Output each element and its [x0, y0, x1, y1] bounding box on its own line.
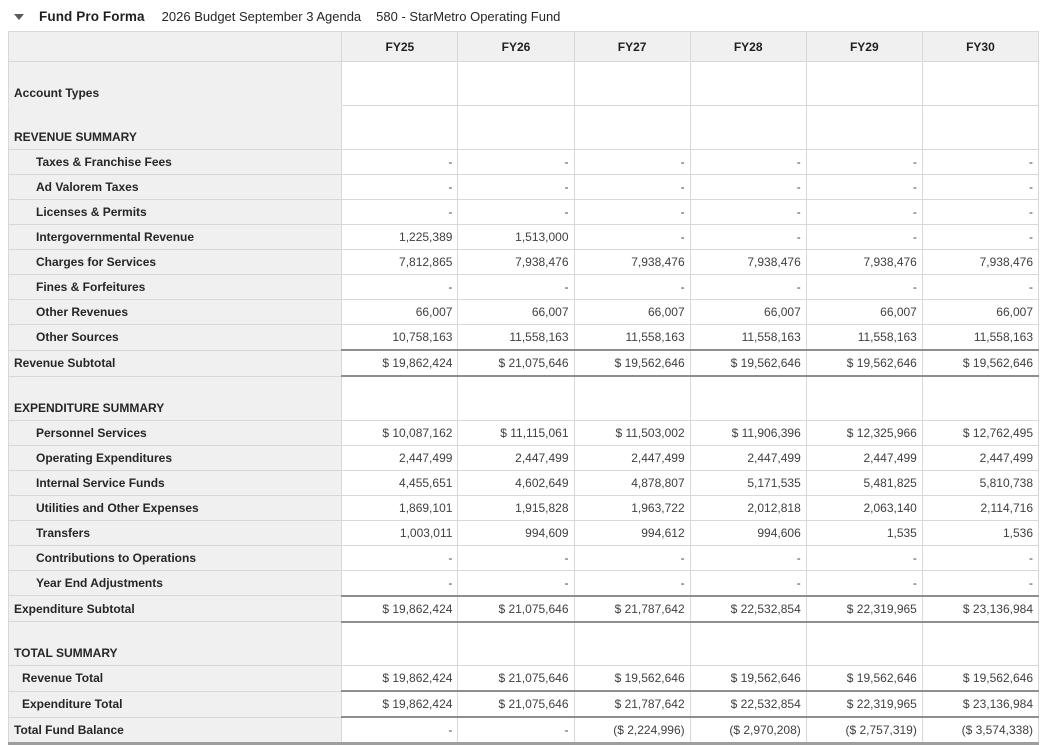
cell-value: 11,558,163 — [922, 325, 1038, 351]
row-label: Revenue Subtotal — [9, 350, 342, 376]
cell-value: - — [922, 545, 1038, 570]
column-header-fy27: FY27 — [574, 32, 690, 62]
cell-value: $ 21,075,646 — [458, 666, 574, 692]
table-row — [9, 420, 1039, 445]
cell-value: - — [806, 570, 922, 596]
cell-value: - — [458, 200, 574, 225]
cell-value: 994,606 — [690, 520, 806, 545]
cell-value: $ 19,862,424 — [342, 691, 458, 717]
table-row — [9, 545, 1039, 570]
cell-value: 5,810,738 — [922, 470, 1038, 495]
cell-value: - — [690, 150, 806, 175]
cell-value: - — [458, 175, 574, 200]
page-title: Fund Pro Forma — [39, 9, 145, 24]
cell-value: ($ 2,757,319) — [806, 717, 922, 744]
row-label: Contributions to Operations — [9, 545, 342, 570]
cell-value: 4,602,649 — [458, 470, 574, 495]
row-label: Other Revenues — [9, 300, 342, 325]
cell-value: 2,447,499 — [690, 445, 806, 470]
row-label: Intergovernmental Revenue — [9, 225, 342, 250]
cell-value: 994,609 — [458, 520, 574, 545]
table-row — [9, 376, 1039, 420]
cell-value: $ 21,787,642 — [574, 691, 690, 717]
cell-value: - — [922, 150, 1038, 175]
table-row — [9, 62, 1039, 106]
column-header-fy25: FY25 — [342, 32, 458, 62]
cell-value: - — [574, 225, 690, 250]
row-label: Ad Valorem Taxes — [9, 175, 342, 200]
row-label: TOTAL SUMMARY — [9, 622, 342, 666]
table-row — [9, 570, 1039, 596]
pro-forma-table-body — [9, 62, 1039, 744]
cell-value: 2,447,499 — [922, 445, 1038, 470]
cell-value: - — [458, 545, 574, 570]
cell-value — [806, 376, 922, 420]
fund-pro-forma-table — [8, 31, 1039, 745]
cell-value: - — [922, 175, 1038, 200]
cell-value: - — [690, 175, 806, 200]
collapse-caret-icon[interactable] — [14, 14, 24, 20]
table-row — [9, 175, 1039, 200]
cell-value: 4,455,651 — [342, 470, 458, 495]
cell-value — [458, 622, 574, 666]
cell-value: 7,938,476 — [806, 250, 922, 275]
cell-value: 2,114,716 — [922, 495, 1038, 520]
table-row — [9, 622, 1039, 666]
cell-value: - — [342, 175, 458, 200]
cell-value: - — [806, 150, 922, 175]
cell-value: $ 22,319,965 — [806, 596, 922, 622]
cell-value: - — [922, 200, 1038, 225]
cell-value: 66,007 — [458, 300, 574, 325]
cell-value: 4,878,807 — [574, 470, 690, 495]
table-row — [9, 470, 1039, 495]
cell-value: - — [342, 275, 458, 300]
cell-value: $ 21,075,646 — [458, 350, 574, 376]
cell-value: - — [922, 225, 1038, 250]
cell-value: 2,447,499 — [458, 445, 574, 470]
table-row — [9, 691, 1039, 717]
row-label: REVENUE SUMMARY — [9, 106, 342, 150]
cell-value: ($ 3,574,338) — [922, 717, 1038, 744]
cell-value: 5,481,825 — [806, 470, 922, 495]
cell-value: $ 19,562,646 — [806, 666, 922, 692]
cell-value: - — [458, 150, 574, 175]
cell-value: 66,007 — [574, 300, 690, 325]
table-row — [9, 495, 1039, 520]
cell-value: $ 19,562,646 — [690, 666, 806, 692]
cell-value: 11,558,163 — [690, 325, 806, 351]
cell-value: - — [574, 150, 690, 175]
cell-value — [922, 62, 1038, 106]
cell-value: 994,612 — [574, 520, 690, 545]
cell-value: $ 22,532,854 — [690, 691, 806, 717]
cell-value — [922, 622, 1038, 666]
row-label: Revenue Total — [9, 666, 342, 692]
cell-value — [922, 376, 1038, 420]
cell-value — [458, 62, 574, 106]
row-label-column-header — [9, 32, 342, 62]
fund-name: 580 - StarMetro Operating Fund — [376, 9, 561, 24]
cell-value: - — [806, 225, 922, 250]
row-label: Year End Adjustments — [9, 570, 342, 596]
row-label: Operating Expenditures — [9, 445, 342, 470]
row-label: Transfers — [9, 520, 342, 545]
cell-value: - — [690, 570, 806, 596]
cell-value: 1,536 — [922, 520, 1038, 545]
cell-value: 1,003,011 — [342, 520, 458, 545]
cell-value: $ 21,787,642 — [574, 596, 690, 622]
cell-value: - — [574, 175, 690, 200]
cell-value: 1,225,389 — [342, 225, 458, 250]
cell-value: - — [806, 175, 922, 200]
cell-value: 2,447,499 — [574, 445, 690, 470]
row-label: Other Sources — [9, 325, 342, 351]
cell-value: 11,558,163 — [574, 325, 690, 351]
cell-value: - — [458, 717, 574, 744]
table-row — [9, 325, 1039, 351]
budget-name: 2026 Budget September 3 Agenda — [161, 9, 362, 24]
cell-value: - — [342, 717, 458, 744]
cell-value: 66,007 — [342, 300, 458, 325]
cell-value: 7,938,476 — [922, 250, 1038, 275]
table-row — [9, 225, 1039, 250]
cell-value: 7,938,476 — [690, 250, 806, 275]
cell-value — [922, 106, 1038, 150]
cell-value: $ 19,862,424 — [342, 666, 458, 692]
table-row — [9, 520, 1039, 545]
cell-value — [806, 62, 922, 106]
cell-value — [690, 376, 806, 420]
cell-value: 2,012,818 — [690, 495, 806, 520]
cell-value: $ 19,862,424 — [342, 350, 458, 376]
row-label: Total Fund Balance — [9, 717, 342, 744]
cell-value: $ 22,532,854 — [690, 596, 806, 622]
cell-value: $ 19,562,646 — [922, 350, 1038, 376]
cell-value: 66,007 — [690, 300, 806, 325]
cell-value: 1,963,722 — [574, 495, 690, 520]
cell-value: - — [574, 200, 690, 225]
cell-value — [806, 106, 922, 150]
column-header-fy26: FY26 — [458, 32, 574, 62]
table-row — [9, 150, 1039, 175]
cell-value: 1,869,101 — [342, 495, 458, 520]
cell-value — [458, 106, 574, 150]
cell-value — [574, 622, 690, 666]
cell-value: $ 19,562,646 — [574, 666, 690, 692]
cell-value — [574, 106, 690, 150]
cell-value: 2,447,499 — [342, 445, 458, 470]
cell-value: $ 19,562,646 — [806, 350, 922, 376]
cell-value — [574, 62, 690, 106]
cell-value: 2,063,140 — [806, 495, 922, 520]
cell-value: - — [342, 570, 458, 596]
cell-value: ($ 2,970,208) — [690, 717, 806, 744]
cell-value: - — [458, 570, 574, 596]
cell-value: - — [574, 570, 690, 596]
cell-value: $ 11,906,396 — [690, 420, 806, 445]
cell-value: $ 21,075,646 — [458, 691, 574, 717]
cell-value: 7,812,865 — [342, 250, 458, 275]
cell-value: $ 12,762,495 — [922, 420, 1038, 445]
cell-value: 1,513,000 — [458, 225, 574, 250]
row-label: Expenditure Total — [9, 691, 342, 717]
cell-value: 10,758,163 — [342, 325, 458, 351]
cell-value: $ 22,319,965 — [806, 691, 922, 717]
table-row — [9, 666, 1039, 692]
cell-value: 2,447,499 — [806, 445, 922, 470]
cell-value: 11,558,163 — [458, 325, 574, 351]
pro-forma-header — [0, 0, 1047, 31]
cell-value — [690, 106, 806, 150]
cell-value: ($ 2,224,996) — [574, 717, 690, 744]
cell-value: - — [806, 275, 922, 300]
cell-value: $ 19,562,646 — [574, 350, 690, 376]
table-row — [9, 445, 1039, 470]
cell-value: $ 10,087,162 — [342, 420, 458, 445]
table-row — [9, 106, 1039, 150]
cell-value: 1,535 — [806, 520, 922, 545]
cell-value: - — [690, 225, 806, 250]
cell-value: $ 23,136,984 — [922, 691, 1038, 717]
row-label: Internal Service Funds — [9, 470, 342, 495]
row-label: Personnel Services — [9, 420, 342, 445]
cell-value — [458, 376, 574, 420]
cell-value: - — [458, 275, 574, 300]
cell-value — [690, 622, 806, 666]
cell-value: $ 19,862,424 — [342, 596, 458, 622]
cell-value: 11,558,163 — [806, 325, 922, 351]
cell-value: $ 11,115,061 — [458, 420, 574, 445]
table-row — [9, 717, 1039, 744]
table-row — [9, 350, 1039, 376]
row-label: Fines & Forfeitures — [9, 275, 342, 300]
column-header-fy30: FY30 — [922, 32, 1038, 62]
cell-value: - — [806, 545, 922, 570]
cell-value — [342, 622, 458, 666]
cell-value: 66,007 — [922, 300, 1038, 325]
table-row — [9, 200, 1039, 225]
row-label: Taxes & Franchise Fees — [9, 150, 342, 175]
cell-value: 5,171,535 — [690, 470, 806, 495]
cell-value: - — [922, 275, 1038, 300]
cell-value: - — [690, 545, 806, 570]
row-label: Expenditure Subtotal — [9, 596, 342, 622]
table-row — [9, 300, 1039, 325]
cell-value: 66,007 — [806, 300, 922, 325]
cell-value: 1,915,828 — [458, 495, 574, 520]
cell-value: - — [342, 200, 458, 225]
row-label: EXPENDITURE SUMMARY — [9, 376, 342, 420]
cell-value: $ 23,136,984 — [922, 596, 1038, 622]
cell-value: - — [922, 570, 1038, 596]
cell-value: - — [342, 150, 458, 175]
cell-value — [342, 376, 458, 420]
table-row — [9, 250, 1039, 275]
cell-value: 7,938,476 — [574, 250, 690, 275]
cell-value: - — [574, 275, 690, 300]
row-label: Charges for Services — [9, 250, 342, 275]
cell-value: $ 12,325,966 — [806, 420, 922, 445]
cell-value: $ 19,562,646 — [922, 666, 1038, 692]
table-row — [9, 596, 1039, 622]
cell-value — [806, 622, 922, 666]
cell-value — [342, 62, 458, 106]
table-row — [9, 275, 1039, 300]
table-header-row — [9, 32, 1039, 62]
column-header-fy29: FY29 — [806, 32, 922, 62]
row-label: Utilities and Other Expenses — [9, 495, 342, 520]
row-label: Licenses & Permits — [9, 200, 342, 225]
cell-value: - — [574, 545, 690, 570]
column-header-fy28: FY28 — [690, 32, 806, 62]
cell-value — [574, 376, 690, 420]
cell-value: $ 21,075,646 — [458, 596, 574, 622]
cell-value: - — [806, 200, 922, 225]
row-label: Account Types — [9, 62, 342, 106]
cell-value — [342, 106, 458, 150]
cell-value: - — [342, 545, 458, 570]
cell-value: 7,938,476 — [458, 250, 574, 275]
cell-value: - — [690, 200, 806, 225]
cell-value: $ 11,503,002 — [574, 420, 690, 445]
cell-value — [690, 62, 806, 106]
cell-value: - — [690, 275, 806, 300]
cell-value: $ 19,562,646 — [690, 350, 806, 376]
